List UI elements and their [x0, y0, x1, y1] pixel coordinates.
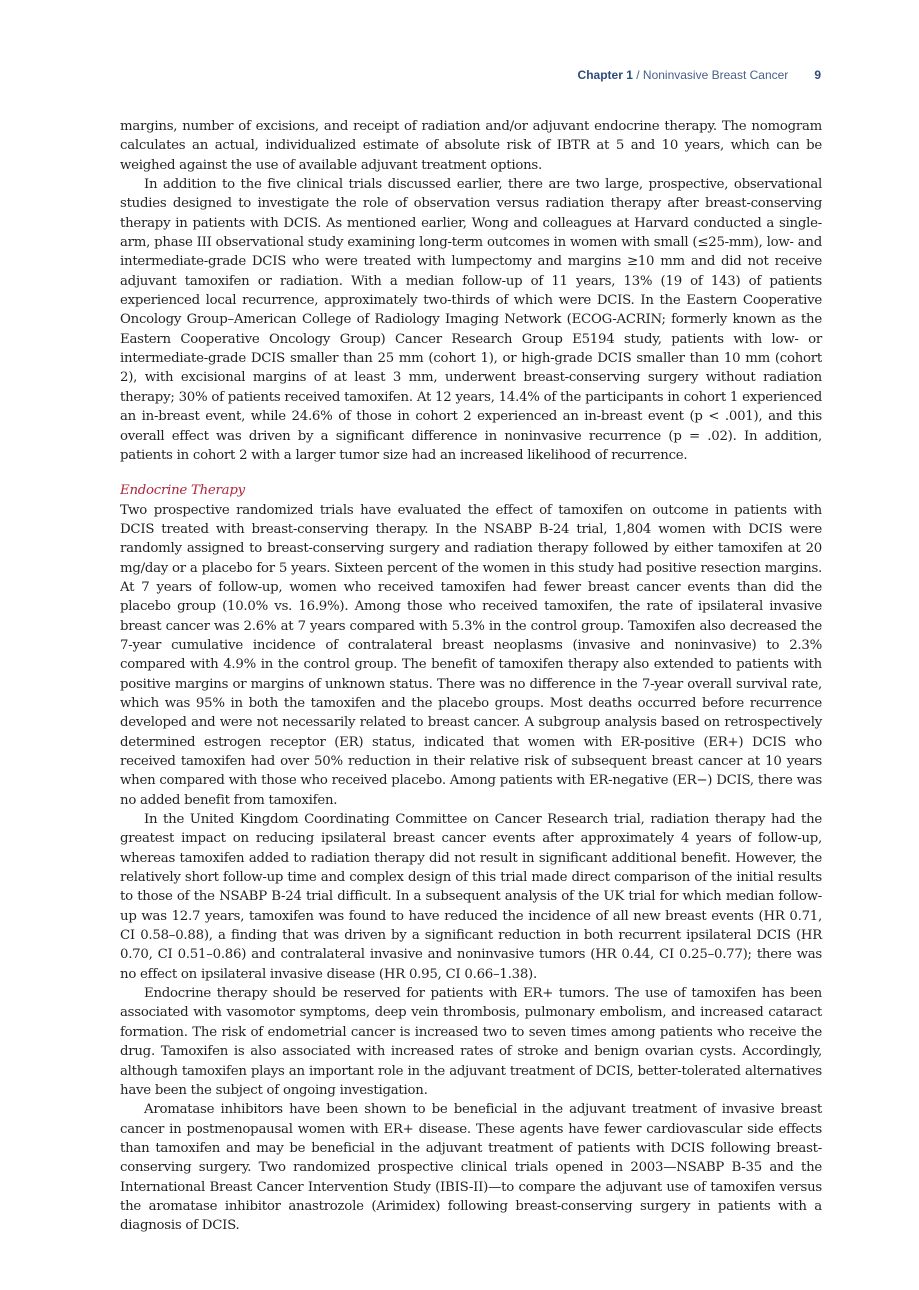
paragraph-uk-trial: In the United Kingdom Coordinating Committee on Cancer Research trial, radiation therapy had the greatest impact on reducing ipsilateral breast cancer events after approximately 4 years of follow-up, whereas tamoxifen added to radiation therapy did not result in significant additional benefit. However, the relatively short follow-up time and complex design of this trial made direct comparison of the initial results to those of the NSABP B-24 trial difficult. In a subsequent analysis of the UK trial for which median follow-up was 12.7 years, tamoxifen was found to have reduced the incidence of all new breast events (HR 0.71, CI 0.58–0.88), a finding that was driven by a significant reduction in both recurrent ipsilateral DCIS (HR 0.70, CI 0.51–0.86) and contralateral invasive and noninvasive tumors (HR 0.44, CI 0.25–0.77); there was no effect on ipsilateral invasive disease (HR 0.95, CI 0.66–1.38). — [120, 812, 822, 982]
paragraph-aromatase-inhibitors: Aromatase inhibitors have been shown to be beneficial in the adjuvant treatment of invasive breast cancer in postmenopausal women with ER+ disease. These agents have fewer cardiovascular side effects than tamoxifen and may be beneficial in the adjuvant treatment of patients with DCIS following breast-conserving surgery. Two randomized prospective clinical trials opened in 2003—NSABP B-35 and the International Breast Cancer Intervention Study (IBIS-II)—to compare the adjuvant use of tamoxifen versus the aromatase inhibitor anastrozole (Arimidex) following breast-conserving surgery in patients with a diagnosis of DCIS. — [120, 1102, 822, 1234]
paragraph-tamoxifen-trials: Two prospective randomized trials have evaluated the effect of tamoxifen on outcome in patients with DCIS treated with breast-conserving therapy. In the NSABP B-24 trial, 1,804 women with DCIS were randomly assigned to breast-conserving surgery and radiation therapy followed by either tamoxifen at 20 mg/day or a placebo for 5 years. Sixteen percent of the women in this study had positive resection margins. At 7 years of follow-up, women who received tamoxifen had fewer breast cancer events than did the placebo group (10.0% vs. 16.9%). Among those who received tamoxifen, the rate of ipsilateral invasive breast cancer was 2.6% at 7 years compared with 5.3% in the control group. Tamoxifen also decreased the 7-year cumulative incidence of contralateral breast neoplasms (invasive and noninvasive) to 2.3% compared with 4.9% in the control group. The benefit of tamoxifen therapy also extended to patients with positive margins or margins of unknown status. There was no difference in the 7-year overall survival rate, which was 95% in both the tamoxifen and the placebo groups. Most deaths occurred before recurrence developed and were not necessarily related to breast cancer. A subgroup analysis based on retrospectively determined estrogen receptor (ER) status, indicated that women with ER-positive (ER+) DCIS who received tamoxifen had over 50% reduction in their relative risk of subsequent breast cancer at 10 years when compared with those who received placebo. Among patients with ER-negative (ER−) DCIS, there was no added benefit from tamoxifen. — [120, 502, 822, 808]
paragraph-continued: margins, number of excisions, and receipt of radiation and/or adjuvant endocrine therapy. The nomogram calculates an actual, individualized estimate of absolute risk of IBTR at 5 and 10 years, which can be weighed against the use of available adjuvant treatment options. — [120, 119, 822, 173]
chapter-label: Chapter 1 — [577, 68, 633, 82]
chapter-title: Noninvasive Breast Cancer — [642, 68, 789, 82]
chapter-separator: / — [632, 68, 643, 82]
running-header — [578, 68, 821, 82]
paragraph-endocrine-risks: Endocrine therapy should be reserved for patients with ER+ tumors. The use of tamoxifen has been associated with vasomotor symptoms, deep vein thrombosis, pulmonary embolism, and increased cataract formation. The risk of endometrial cancer is increased two to seven times among patients who receive the drug. Tamoxifen is also associated with increased rates of stroke and benign ovarian cysts. Accordingly, although tamoxifen plays an important role in the adjuvant treatment of DCIS, better-tolerated alternatives have been the subject of ongoing investigation. — [120, 986, 822, 1098]
section-heading-endocrine-therapy: Endocrine Therapy — [120, 483, 245, 499]
body-text — [120, 117, 822, 1236]
page-number: 9 — [814, 68, 821, 82]
paragraph-observational-studies: In addition to the five clinical trials discussed earlier, there are two large, prospective, observational studies designed to investigate the role of observation versus radiation therapy after breast-conserving therapy in patients with DCIS. As mentioned earlier, Wong and colleagues at Harvard conducted a single-arm, phase III observational study examining long-term outcomes in women with small (≤25-mm), low- and intermediate-grade DCIS who were treated with lumpectomy and margins ≥10 mm and did not receive adjuvant tamoxifen or radiation. With a median follow-up of 11 years, 13% (19 of 143) of patients experienced local recurrence, approximately two-thirds of which were DCIS. In the Eastern Cooperative Oncology Group–American College of Radiology Imaging Network (ECOG-ACRIN; formerly known as the Eastern Cooperative Oncology Group) Cancer Research Group E5194 study, patients with low- or intermediate-grade DCIS smaller than 25 mm (cohort 1), or high-grade DCIS smaller than 10 mm (cohort 2), with excisional margins of at least 3 mm, underwent breast-conserving surgery without radiation therapy; 30% of patients received tamoxifen. At 12 years, 14.4% of the participants in cohort 1 experienced an in-breast event, while 24.6% of those in cohort 2 experienced an in-breast event (p < .001), and this overall effect was driven by a significant difference in noninvasive recurrence (p = .02). In addition, patients in cohort 2 with a larger tumor size had an increased likelihood of recurrence. — [120, 177, 822, 463]
